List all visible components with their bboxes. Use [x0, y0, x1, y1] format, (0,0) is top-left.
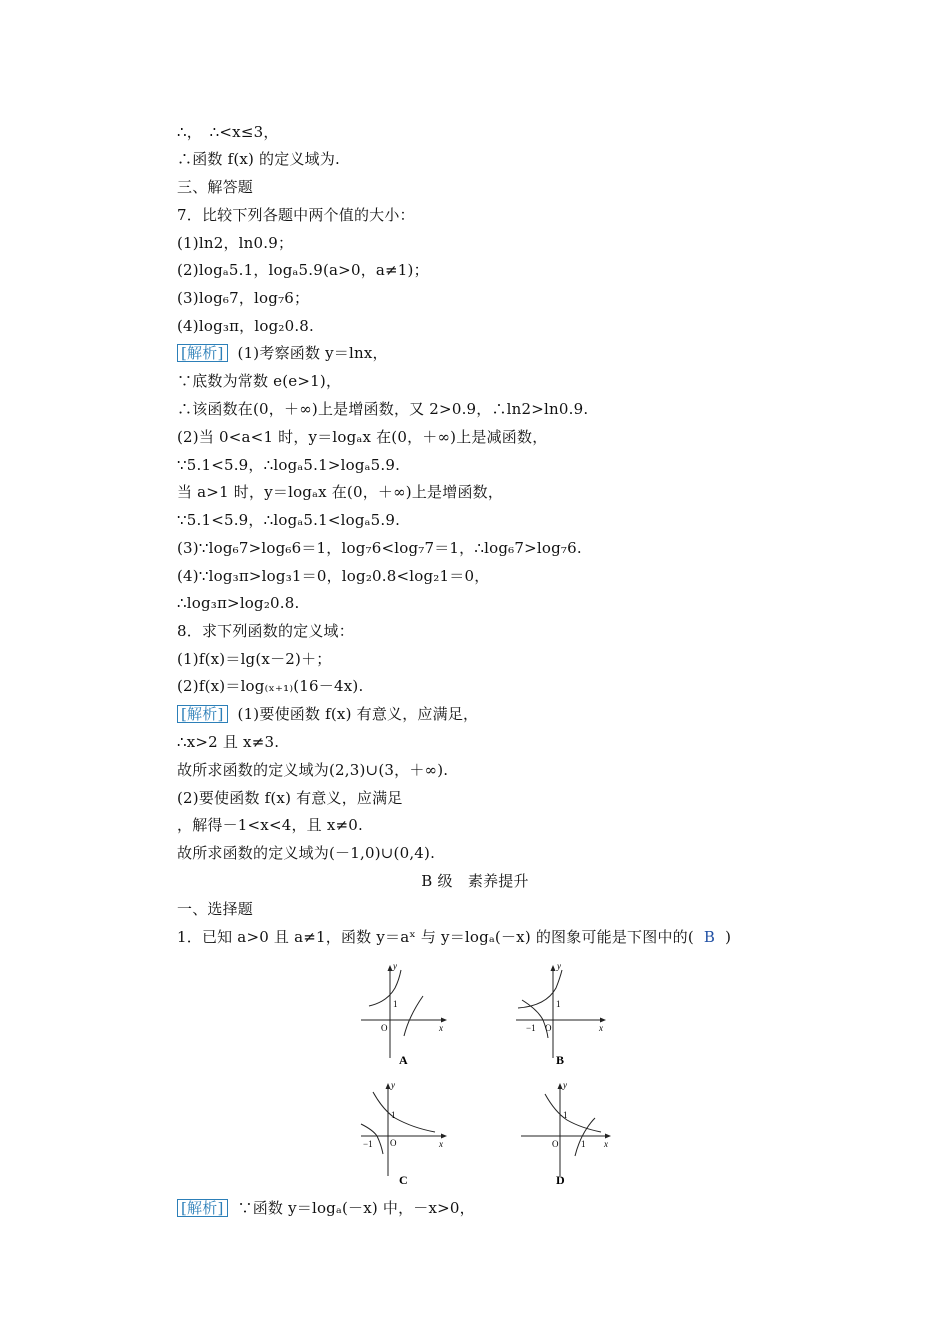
text-line: ∴， ∴<x≤3， — [177, 123, 279, 141]
graph-b — [510, 958, 610, 1068]
tick-label: 1 — [563, 1110, 568, 1120]
graph-c — [355, 1080, 455, 1190]
question-1-text: 1．已知 a>0 且 a≠1，函数 y＝aˣ 与 y＝logₐ(－x) 的图象可能是下图中的( — [177, 928, 694, 946]
origin-label: O — [390, 1138, 397, 1148]
text-line: (2)要使函数 f(x) 有意义，应满足 — [177, 789, 403, 807]
question-1 — [177, 927, 731, 947]
y-axis-label: y — [557, 961, 561, 971]
text-line: ∴log₃π>log₂0.8. — [177, 594, 300, 612]
x-axis-label: x — [439, 1023, 443, 1033]
analysis-line — [177, 704, 478, 724]
analysis-text: ∵函数 y＝logₐ(－x) 中，－x>0， — [237, 1199, 475, 1217]
tick-label: −1 — [526, 1023, 536, 1033]
y-axis-label: y — [391, 1080, 395, 1090]
analysis-line — [177, 1198, 475, 1218]
question-7: 7．比较下列各题中两个值的大小： — [177, 206, 415, 224]
question-1-close: ) — [725, 928, 732, 946]
text-line: (1)f(x)＝lg(x－2)＋； — [177, 650, 332, 668]
graph-caption: B — [556, 1053, 565, 1067]
text-line: ∵5.1<5.9，∴logₐ5.1<logₐ5.9. — [177, 511, 401, 529]
level-heading: B 级 素养提升 — [421, 872, 529, 890]
origin-label: O — [381, 1023, 388, 1033]
text-line: (2)logₐ5.1，logₐ5.9(a>0，a≠1)； — [177, 261, 429, 279]
x-axis-label: x — [439, 1139, 443, 1149]
graph-caption: A — [399, 1053, 408, 1067]
text-line: (3)∵log₆7>log₆6＝1，log₇6<log₇7＝1，∴log₆7>log₇6. — [177, 539, 582, 557]
origin-label: O — [545, 1023, 552, 1033]
analysis-tag: [解析] — [177, 705, 228, 723]
analysis-text: (1)考察函数 y＝lnx， — [237, 344, 388, 362]
tick-label: −1 — [363, 1139, 373, 1149]
text-line: ∴x>2 且 x≠3. — [177, 733, 280, 751]
text-line: ∴该函数在(0，＋∞)上是增函数，又 2>0.9，∴ln2>ln0.9. — [177, 400, 589, 418]
tick-label: 1 — [391, 1110, 396, 1120]
text-line: ∵5.1<5.9，∴logₐ5.1>logₐ5.9. — [177, 456, 401, 474]
text-line: (1)ln2，ln0.9； — [177, 234, 294, 252]
analysis-tag: [解析] — [177, 1199, 228, 1217]
tick-label: 1 — [393, 999, 398, 1009]
text-line: ∴函数 f(x) 的定义域为. — [177, 150, 341, 168]
graph-caption: C — [399, 1173, 408, 1187]
origin-label: O — [552, 1139, 559, 1149]
graph-caption: D — [556, 1173, 565, 1187]
analysis-line — [177, 343, 388, 363]
section-heading: 一、选择题 — [177, 900, 254, 918]
text-line: 故所求函数的定义域为(2,3)∪(3，＋∞). — [177, 761, 449, 779]
text-line: 当 a>1 时，y＝logₐx 在(0，＋∞)上是增函数， — [177, 483, 504, 501]
graph-a — [355, 958, 455, 1068]
tick-label: 1 — [581, 1139, 586, 1149]
x-axis-label: x — [599, 1023, 603, 1033]
y-axis-label: y — [393, 961, 397, 971]
analysis-tag: [解析] — [177, 344, 228, 362]
text-line: (2)当 0<a<1 时，y＝logₐx 在(0，＋∞)上是减函数， — [177, 428, 548, 446]
answer-choice: B — [703, 928, 716, 946]
graph-d — [515, 1080, 615, 1190]
tick-label: 1 — [556, 999, 561, 1009]
section-heading: 三、解答题 — [177, 178, 254, 196]
text-line: (4)∵log₃π>log₃1＝0，log₂0.8<log₂1＝0， — [177, 567, 490, 585]
y-axis-label: y — [563, 1080, 567, 1090]
text-line: (2)f(x)＝log₍ₓ₊₁₎(16－4x). — [177, 677, 364, 695]
question-8: 8．求下列函数的定义域： — [177, 622, 354, 640]
text-line: 故所求函数的定义域为(－1,0)∪(0,4). — [177, 844, 436, 862]
text-line: ∵底数为常数 e(e>1)， — [177, 372, 342, 390]
text-line: (4)log₃π，log₂0.8. — [177, 317, 315, 335]
text-line: (3)log₆7，log₇6； — [177, 289, 310, 307]
x-axis-label: x — [604, 1139, 608, 1149]
analysis-text: (1)要使函数 f(x) 有意义，应满足， — [237, 705, 479, 723]
text-line: ，解得－1<x<4，且 x≠0. — [177, 816, 363, 834]
